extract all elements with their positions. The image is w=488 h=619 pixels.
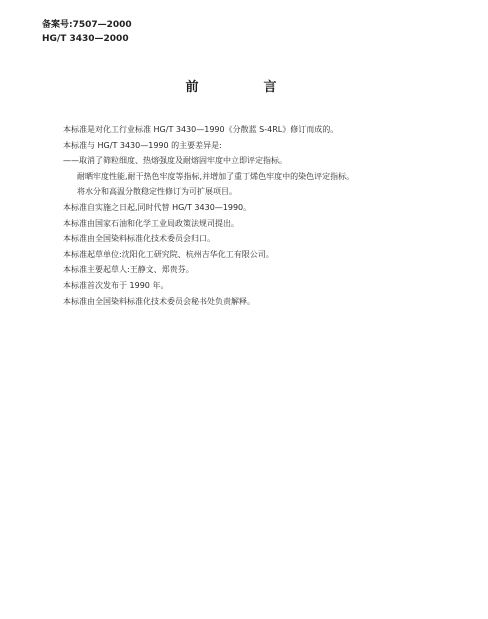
paragraph-line: ——取消了筛粒细度、热熔强度及耐熔固牢度中立即评定指标。	[63, 156, 287, 166]
paragraph-line: 本标准与 HG/T 3430—1990 的主要差异是:	[63, 140, 222, 150]
paragraph-line: 本标准首次发布于 1990 年。	[63, 280, 169, 290]
paragraph-line: 本标准是对化工行业标准 HG/T 3430—1990《分散蓝 S-4RL》修订而成的。	[63, 125, 339, 134]
paragraph-line: 本标准由国家石油和化学工业局政策法规司提出。	[63, 218, 239, 228]
record-number: 备案号:7507—2000	[42, 20, 132, 30]
paragraph-line: 本标准起草单位:沈阳化工研究院、杭州吉华化工有限公司。	[63, 249, 274, 259]
header-codes	[42, 18, 132, 46]
paragraph-line: 本标准自实施之日起,同时代替 HG/T 3430—1990。	[63, 202, 252, 212]
page-title: 前 言	[185, 80, 303, 95]
paragraph-line: 本标准由全国染料标准化技术委员会归口。	[63, 234, 215, 244]
foreword-body	[63, 122, 473, 309]
paragraph-line: 本标准由全国染料标准化技术委员会秘书处负责解释。	[63, 296, 255, 306]
paragraph-line: 耐晒牢度性能,耐干热色牢度等指标,并增加了重丁烯色牢度中的染色评定指标。	[77, 171, 355, 181]
standard-code: HG/T 3430—2000	[42, 34, 129, 44]
paragraph-line: 将水分和高温分散稳定性修订为可扩展项目。	[77, 187, 237, 197]
paragraph-line: 本标准主要起草人:王静文、郑贵芬。	[63, 265, 194, 275]
